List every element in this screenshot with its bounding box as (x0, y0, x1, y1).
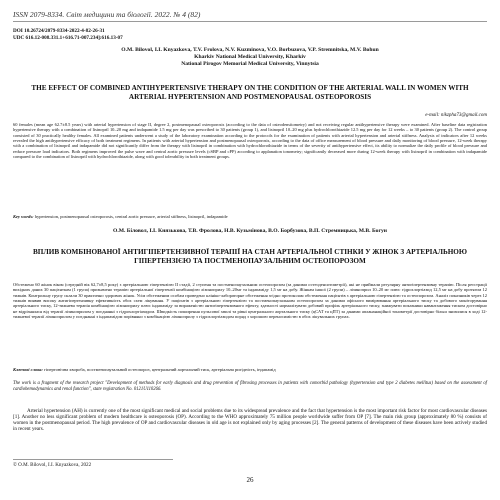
affiliation-en-2: National Pirogov Memorial Medical University, Vinnytsia (181, 61, 319, 67)
udc: UDC 616.12-008.331.1+616.71-007.234]:616.13-07 (13, 35, 123, 41)
authors-en: O.M. Bilovol, I.I. Knyazkova, T.V. Frolova, N.V. Kuzminova, V.O. Borbuzova, V.P. Stremnitska, M.V. Bohun (121, 47, 379, 53)
page-number: 26 (246, 476, 254, 484)
journal-header: ISSN 2079-8334. Світ медицини та біології. 2022. № 4 (82) (13, 10, 201, 19)
email[interactable]: e-mail: nikzpha73@gmail.com (425, 113, 487, 118)
funding-note: The work is a fragment of the research project "Development of methods for early diagnosis and drug prevention of fibrosing processes in patients with comorbid pathology (hypertension and type 2 diabetes mellitus) based on the assessment of cardiohemodynamics and renal function", state registration No. 0121U110266. (13, 381, 487, 392)
copyright: © O.M. Bilovol, I.I. Knyazkova, 2022 (13, 462, 92, 468)
header-divider (13, 21, 487, 22)
keywords-en-label: Key words: (13, 214, 34, 219)
title-ua: ВПЛИВ КОМБІНОВАНОЇ АНТИГІПЕРТЕНЗИВНОЇ ТЕРАПІЇ НА СТАН АРТЕРІАЛЬНОЇ СТІНКИ У ЖІНОК З АРТЕРІАЛЬНОЮ ГІПЕРТЕНЗІЄЮ ТА ПОСТМЕНОПАУЗАЛЬНИМ ОСТЕОПОРОЗОМ (33, 248, 467, 265)
article-identifiers (13, 28, 123, 42)
keywords-en (13, 214, 487, 219)
footer-divider (13, 459, 173, 460)
introduction-paragraph: Arterial hypertension (AH) is currently one of the most significant medical and social problems due to its widespread prevalence and the fact that hypertension is the most important risk factor for most cardiovascular diseases [1]. Another no less significant problem of modern healthcare is osteoporosis (OP). According to the WHO approximately 75 million people worldwide suffer from OP [7]. The main risk group (approximately 80 %) consists of women in the postmenopausal period. The high prevalence of OP and cardiovascular diseases in old age is not explained only by aging processes [2]. The general patterns of development of these diseases have been actively studied in recent years. (13, 408, 487, 433)
keywords-ua-text: гіпертонічна хвороба, постменопаузальний остеопороз, центральний аортальний тиск, артеріальна ригідність, індапамід (44, 367, 276, 372)
title-en: THE EFFECT OF COMBINED ANTIHYPERTENSIVE THERAPY ON THE CONDITION OF THE ARTERIAL WALL IN WOMEN WITH ARTERIAL HYPERTENSION AND POSTMENOPAUSAL OSTEOPOROSIS (31, 84, 469, 101)
authors-ua: О.М. Біловол, І.І. Князькова, Т.В. Фролова, Н.В. Кузьмінова, В.О. Борбузова, В.П. Стремницька, М.В. Богун (112, 228, 388, 234)
affiliation-en-1: Kharkiv National Medical University, Kharkiv (194, 54, 306, 60)
doi[interactable]: DOI 10.26724/2079-8334-2022-4-82-26-31 (13, 28, 105, 34)
keywords-ua (13, 367, 487, 372)
keywords-en-text: hypertension, postmenopausal osteoporosis, central aortic pressure, arterial stiffness, lisinopril, indapamide (34, 214, 228, 219)
abstract-en: 60 females (mean age 62.7±8.5 years) with arterial hypertension of stage II, degree 2, postmenopausal osteoporosis (according to the data of osteodensitometry) and not receiving regular antihypertensive therapy were examined. After baseline data registration hypertensive therapy with a combination of lisinopril 10–20 mg and indapamide 1.5 mg per day was prescribed to 30 patients (group 1), and lisinopril 10–20 mg plus hydrochlorothiazide 12.5 mg per day for 12 weeks – to 30 patients (group 2). The control group consisted of 30 practically healthy females. All examined patients underwent a study of the laboratory examination according to the protocols for the examination of patients with arterial hypertension and arterial stiffness. Analysis of indicators after 12 weeks revealed the high antihypertensive efficacy of both treatment regimens. In patients with arterial hypertension and postmenopausal osteoporosis, according to the data of office measurement of blood pressure and daily monitoring of blood pressure, 12-week therapy with a combination of lisinopril and indapamide did not significantly differ from the therapy with lisinopril in combination with hydrochlorothiazide in terms of the severity of antihypertensive effect, its ability to normalize the daily profile of blood pressure and reduce pressure load indicators. Both regimens improved the pulse wave and central aortic pressure levels (cSBP and cPP) according to applanation tonometry; significantly decreased more during 12-week therapy with lisinopril in combination with indapamide compared to the combination of lisinopril with hydrochlorothiazide, along with good tolerability in both treatment groups. (13, 122, 487, 160)
authors-en-block (13, 47, 487, 68)
abstract-ua: Обстежено 60 жінок віком (середній вік 62,7±8,5 року) з артеріальною гіпертензією II стадії, 2 ступеня та постменопаузальним остеопорозом (за даними остеоденситометрії), які не приймали регулярну антигіпертензивну терапію. Після реєстрації вихідних даних 30 пацієнткам (1 група) призначено терапію артеріальної гіпертензії комбінацією лізиноприлу 10–20мг та індапаміду 1,5 мг на добу. Жінкам іншої (2 групи) – лізиноприл 10–20 мг плюс гідрохлортіазид 12,5 мг на добу протягом 12 тижнів. Контрольну групу склали 30 практично здорових жінок. Усім обстеженим особам проведено клініко-лабораторне обстеження згідно протоколам обстеження пацієнтів з артеріальною гіпертензією та остеопорозом. Аналіз показників через 12 тижнів виявив високу антигіпертензивну ефективність обох схем лікування. У пацієнтів з артеріальною гіпертензією та постменопаузальним остеопорозом за даними офісного вимірювання артеріального тиску та добового моніторування артеріального тиску, 12-тижнева терапія комбінацією лізиноприлу плюс індапаміду за вираженістю антигіпертензивного ефекту, здатності нормалізувати добовий профіль артеріального тиску, знижувати показники навантаження тиском достовірно не відрізнялася від терапії лізиноприлом у поєднанні з гідрохлортіазидом. Швидкість поширення пульсової хвилі та рівні центрального аортального тиску (цСАТ та цПТ) за даними аплананаційної тонометрії достовірно більш знизилися в ході 12-тижневої терапії лізиноприлом у поєднанні з індапамідом порівняно з комбінацією лізиноприлу з гідрохлортіазидом поряд з хорошою переносимістю в обох лікувальних групах. (13, 282, 487, 320)
keywords-ua-label: Ключові слова: (13, 367, 43, 372)
